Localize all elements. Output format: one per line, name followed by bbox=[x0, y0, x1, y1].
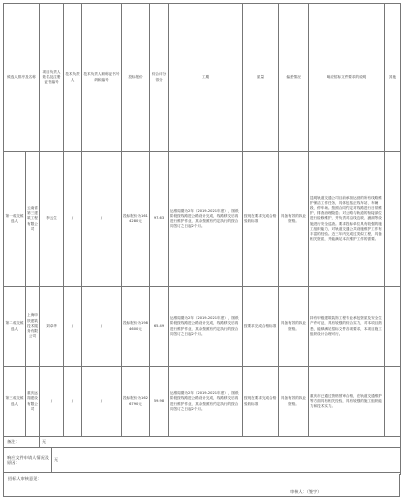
quality: 按要求完成合格标准 bbox=[243, 287, 279, 367]
reviewer-signature: 审核人：（签字） bbox=[290, 489, 322, 494]
candidates-table bbox=[3, 3, 401, 475]
project-leader: 李云生 bbox=[40, 152, 64, 287]
candidate-rank: 第三成交候选人 bbox=[4, 367, 26, 437]
header-reason: 响应招标文件要求的说明 bbox=[309, 4, 385, 152]
duration: 运维周期为2年（2019-2021年度），图纸阶段按线路进公路设计完成，线路移交后再进行维护作业，其余按照有约定执行的按合同签订之日起2个月。 bbox=[169, 287, 243, 367]
tech-leader-cert: / bbox=[82, 152, 122, 287]
header-tech-leader-cert: 技术负责人职称证书号码和编号 bbox=[82, 4, 122, 152]
remark bbox=[385, 152, 401, 287]
review-label: 招标人审核意见： bbox=[8, 476, 42, 481]
tech-leader-name: / bbox=[64, 152, 82, 287]
deviation: 具备有效的执业资格。 bbox=[279, 152, 309, 287]
table-row bbox=[4, 287, 401, 367]
remark-label: 备注： bbox=[4, 437, 40, 448]
header-bid-price: 投标报价 bbox=[122, 4, 150, 152]
objection-row bbox=[4, 448, 401, 473]
tech-leader-cert: / bbox=[82, 287, 122, 367]
project-leader: 刘卓华 bbox=[40, 287, 64, 367]
remark-row bbox=[4, 437, 401, 448]
candidate-company: 云南省第三建筑工程有限公司 bbox=[26, 152, 40, 287]
quality: 按现在要求完成合格验收标准 bbox=[243, 152, 279, 287]
objection-label: 响应文件申请人情况及原因： bbox=[4, 448, 52, 473]
header-remarks: 其他 bbox=[385, 4, 401, 152]
candidate-rank: 第二成交候选人 bbox=[4, 287, 26, 367]
remark-value: 无 bbox=[40, 437, 401, 448]
tech-leader-name: / bbox=[64, 287, 82, 367]
remark bbox=[385, 367, 401, 437]
header-tech-leader-name: 技术负责人 bbox=[64, 4, 82, 152]
table-row bbox=[4, 152, 401, 287]
objection-value: 无 bbox=[52, 448, 401, 473]
score: 65.49 bbox=[150, 287, 169, 367]
remark bbox=[385, 287, 401, 367]
deviation: 具备有效的执业资格。 bbox=[279, 367, 309, 437]
reason: 重庆市已通过资格预审合格，在轨道交通维护等方面具有相关经验，具有较强的施工组织能力和技术实力。 bbox=[309, 367, 385, 437]
tech-leader-cert: / bbox=[82, 367, 122, 437]
bid-price: 投标报价为1614280元 bbox=[122, 152, 150, 287]
project-leader: / bbox=[40, 367, 64, 437]
duration: 运维周期为2年（2019-2021年度），图纸阶段按线路进公路设计完成，线路移交后再进行维护作业，其余按照有约定执行的按合同签订之日起2个月。 bbox=[169, 367, 243, 437]
header-candidate: 候选人排序及名称 bbox=[4, 4, 40, 152]
deviation: 具备有效的执业资格。 bbox=[279, 287, 309, 367]
header-score: 综合评分得分 bbox=[150, 4, 169, 152]
duration: 运维周期为2年（2019-2021年度），图纸阶段按线路进公路设计完成，线路移交后再进行维护作业，其余按照有约定执行的按合同签订之日起2个月。 bbox=[169, 152, 243, 287]
header-project-leader: 项目负责人姓名及注册证书编号 bbox=[40, 4, 64, 152]
candidate-company: 重庆远翔建设有限公司 bbox=[26, 367, 40, 437]
header-row bbox=[4, 4, 401, 152]
bid-price: 投标报价为1626790元 bbox=[122, 367, 150, 437]
candidate-company: 上海申铁建筑技术服务有限公司 bbox=[26, 287, 40, 367]
tech-leader-name: / bbox=[64, 367, 82, 437]
reason: 昆明轨道交通公司目前承担运营的所有线路维护保洁工作任务，具体包括正线车站、车辆段、停车场。按照合同约定对线路进行日常维护，排查治理隐患；对公路与轨道的衔接部位进行检修维护，并负责对沿线边坡、涵洞等设施进行安全巡查。要求投标单位具有较强的施工组织能力，对轨道交通公共设施维护工作有丰富的经验。近三年内完成过类似工程，具备相关资质，并能满足本次维护工作的需要。 bbox=[309, 152, 385, 287]
header-quality: 质量 bbox=[243, 4, 279, 152]
review-section bbox=[3, 474, 400, 497]
table-row bbox=[4, 367, 401, 437]
bid-price: 投标报价为1984600元 bbox=[122, 287, 150, 367]
header-duration: 工期 bbox=[169, 4, 243, 152]
header-deviation: 偏差情况 bbox=[279, 4, 309, 152]
candidate-rank: 第一成交候选人 bbox=[4, 152, 26, 287]
score: 59.98 bbox=[150, 367, 169, 437]
quality: 按现在要求完成合格验收标准 bbox=[243, 367, 279, 437]
reason: 持有甲级建筑装饰工程专业承包资质及安全生产许可证，具有较强的综合实力，对本项目熟悉，能够满足招标文件各项要求，本项目施工组织设计合理可行。 bbox=[309, 287, 385, 367]
score: 97.63 bbox=[150, 152, 169, 287]
